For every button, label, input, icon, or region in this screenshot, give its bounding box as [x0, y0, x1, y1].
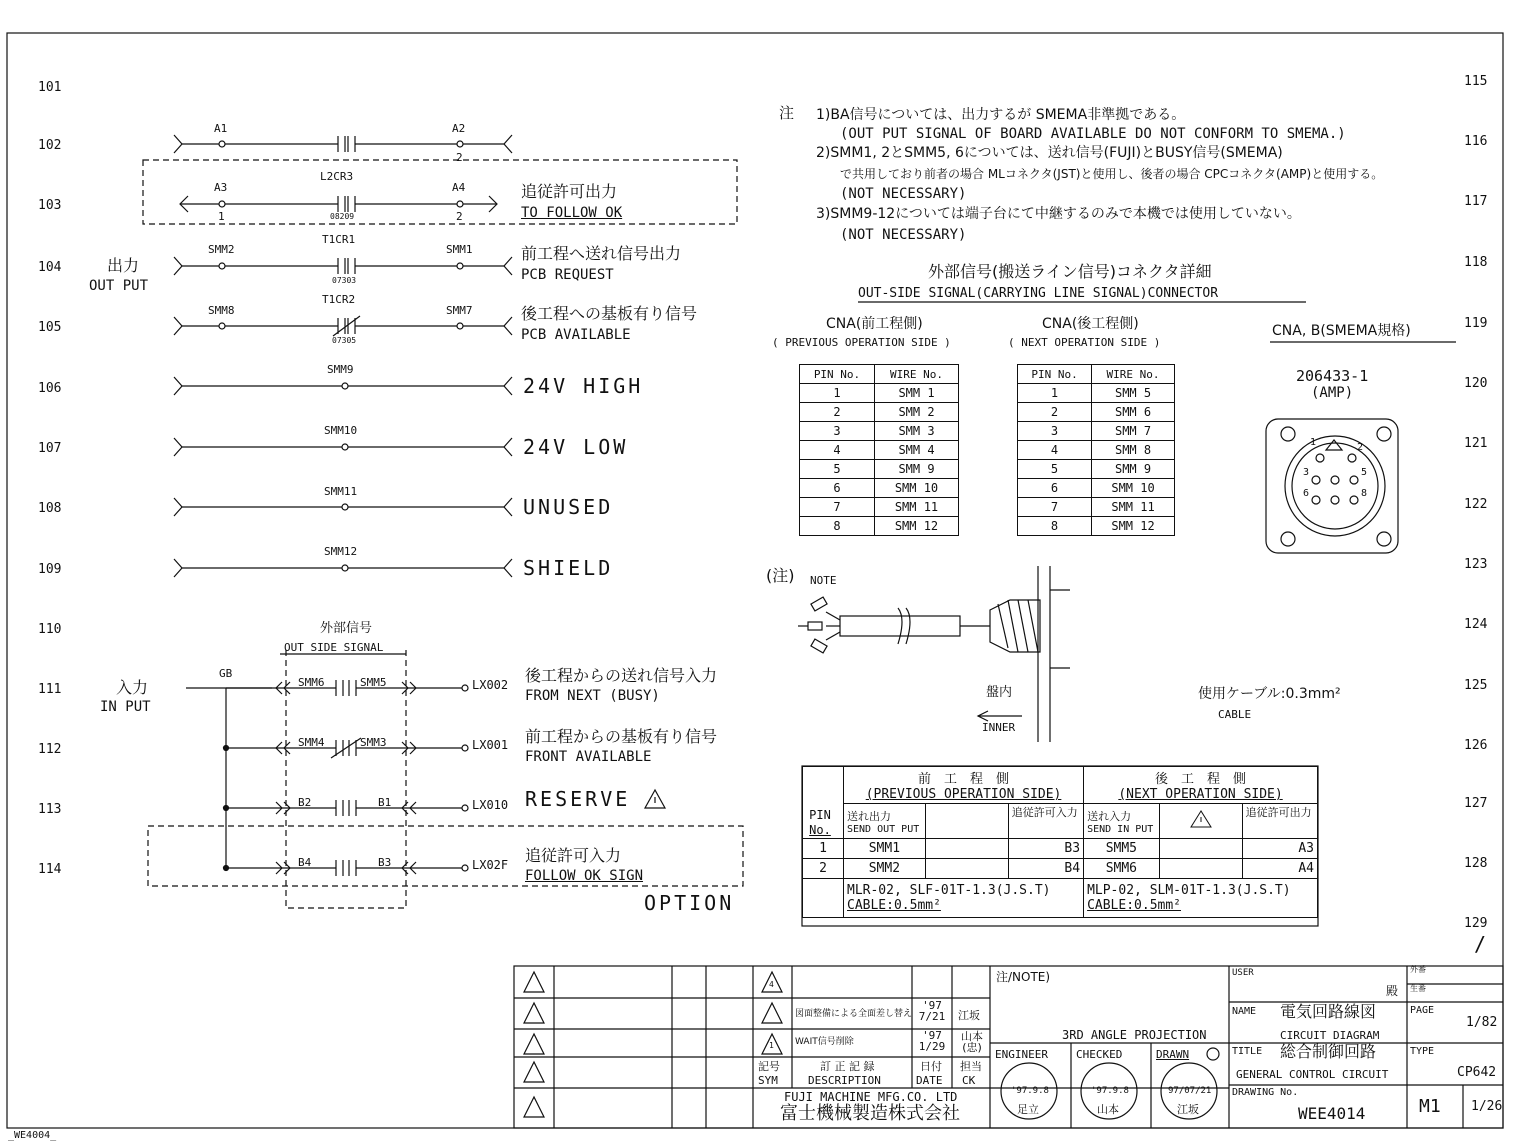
rev-header-desc: DESCRIPTION	[808, 1074, 881, 1087]
pin-table-prev	[799, 364, 959, 536]
signal-desc-jp: 前工程へ送れ信号出力	[521, 244, 682, 263]
notes-prefix: 注	[779, 104, 795, 122]
sheet-code: M1	[1419, 1096, 1441, 1117]
part-maker: (AMP)	[1311, 385, 1354, 401]
table-row	[803, 879, 1318, 918]
terminal-label: SMM12	[324, 545, 358, 558]
table-cell: 5	[1018, 460, 1092, 479]
send-out-jp: 送れ出力	[847, 809, 891, 823]
page-number: 1/82	[1466, 1015, 1498, 1030]
header-cell: PIN No.	[1018, 365, 1092, 384]
table-cell	[1084, 879, 1318, 918]
table-cell: 3	[800, 422, 875, 441]
cna-prev-sub: ( PREVIOUS OPERATION SIDE )	[772, 336, 951, 349]
row-number: 118	[1464, 255, 1488, 270]
rev-header-sym-jp: 記号	[758, 1060, 780, 1073]
input-label-jp: 入力	[116, 678, 149, 697]
follow-in-header: 追従許可入力	[1008, 804, 1083, 839]
table-cell: 5	[800, 460, 875, 479]
table-cell: SMM1	[844, 839, 926, 859]
table-cell	[925, 839, 1008, 859]
table-row	[1018, 517, 1175, 536]
signal-desc-en: 24V HIGH	[523, 374, 644, 398]
row-number: 112	[38, 742, 62, 757]
table-cell	[844, 879, 1084, 918]
row-number: 121	[1464, 436, 1488, 451]
row-number: 108	[38, 501, 62, 516]
table-cell: SMM 10	[875, 479, 959, 498]
table-row	[1018, 479, 1175, 498]
revision-desc: 図面整備による全面差し替え	[795, 1009, 913, 1019]
terminal-number: 1	[218, 210, 225, 223]
revision-ck: 江坂	[958, 1009, 980, 1022]
input-label-en: IN PUT	[100, 699, 151, 715]
signal-desc-en: 24V LOW	[523, 435, 629, 459]
terminal-label: A1	[214, 122, 228, 135]
terminal-label: B3	[378, 856, 392, 869]
cable-table	[802, 766, 1318, 918]
row-number: 101	[38, 80, 62, 95]
header-cell	[1084, 804, 1160, 839]
row-number: 111	[38, 682, 62, 697]
prev-connector-spec: MLR-02, SLF-01T-1.3(J.S.T)	[847, 883, 1051, 898]
table-cell: 1	[800, 384, 875, 403]
table-row	[1018, 498, 1175, 517]
note-label: 注/NOTE)	[996, 970, 1051, 984]
common-label: GB	[219, 667, 233, 680]
table-cell: 1	[1018, 384, 1092, 403]
row-number: 128	[1464, 856, 1488, 871]
row-number: 119	[1464, 316, 1488, 331]
pin-label: 1	[1310, 437, 1317, 448]
terminal-label: B2	[298, 796, 312, 809]
table-header	[803, 767, 1318, 804]
signal-desc-en: FOLLOW OK SIGN	[525, 868, 644, 884]
terminal-label: SMM10	[324, 424, 358, 437]
drawing-title-jp: 総合制御回路	[1280, 1042, 1377, 1061]
address-label: 07305	[332, 336, 357, 345]
terminal-label: SMM6	[298, 676, 325, 689]
row-number: 105	[38, 320, 62, 335]
send-in-jp: 送れ入力	[1087, 809, 1132, 823]
projection-label: 3RD ANGLE PROJECTION	[1062, 1028, 1207, 1042]
cable-spec-jp: 使用ケーブル:0.3mm²	[1198, 686, 1341, 702]
stamp-date: 97/07/21	[1168, 1086, 1212, 1096]
next-cable-spec: CABLE:0.5mm²	[1087, 898, 1181, 913]
table-cell: B3	[1008, 839, 1083, 859]
title-label: TITLE	[1232, 1046, 1263, 1057]
table-cell: A3	[1242, 839, 1317, 859]
table-cell: SMM 12	[875, 517, 959, 536]
follow-out-header: 追従許可出力	[1242, 804, 1317, 839]
terminal-label: SMM9	[327, 363, 354, 376]
table-cell: SMM2	[844, 859, 926, 879]
table-cell: SMM 9	[1092, 460, 1175, 479]
terminal-label: A4	[452, 181, 466, 194]
sheet-number: 1/26	[1471, 1099, 1503, 1114]
revision-mark: 1	[769, 1041, 774, 1050]
header-cell: PIN No.	[800, 365, 875, 384]
table-row	[800, 441, 959, 460]
name-label: NAME	[1232, 1006, 1257, 1017]
row-number: 117	[1464, 194, 1488, 209]
row-number: 123	[1464, 557, 1488, 572]
address-label: 08209	[330, 212, 355, 221]
row-number: 122	[1464, 497, 1488, 512]
table-row	[800, 460, 959, 479]
rev-header-date-jp: 日付	[920, 1060, 942, 1073]
cna-prev-title: CNA(前工程側)	[826, 316, 923, 332]
pin-label: 3	[1303, 467, 1310, 478]
table-cell	[803, 879, 844, 918]
signal-desc-jp: 後工程からの送れ信号入力	[525, 666, 718, 685]
signal-desc-en: FRONT AVAILABLE	[525, 749, 652, 765]
stamp-name: 足立	[1017, 1103, 1039, 1116]
revision-ck: 山本 (忠)	[961, 1030, 983, 1054]
signal-desc-jp: 前工程からの基板有り信号	[525, 727, 718, 746]
header-cell	[925, 804, 1008, 839]
table-cell: 2	[1018, 403, 1092, 422]
signal-desc-en: FROM NEXT (BUSY)	[525, 688, 660, 704]
table-cell: SMM 3	[875, 422, 959, 441]
terminal-label: SMM7	[446, 304, 473, 317]
table-header	[803, 804, 1318, 839]
table-cell: 6	[800, 479, 875, 498]
cna-next-title: CNA(後工程側)	[1042, 316, 1139, 332]
drawing-title-en: GENERAL CONTROL CIRCUIT	[1236, 1068, 1389, 1081]
row-number: 116	[1464, 134, 1488, 149]
outside-signal-jp: 外部信号	[320, 621, 373, 636]
table-cell: SMM 2	[875, 403, 959, 422]
note-line: で共用しており前者の場合 MLコネクタ(JST)と使用し、後者の場合 CPCコネクタ(AMP)と使用する。	[840, 167, 1384, 181]
row-number: 115	[1464, 74, 1488, 89]
table-row	[1018, 384, 1175, 403]
header-cell: WIRE No.	[1092, 365, 1175, 384]
row-number: 102	[38, 138, 62, 153]
table-row	[800, 479, 959, 498]
table-row	[800, 422, 959, 441]
note-line: 3)SMM9-12については端子台にて中継するのみで本機では使用していない。	[816, 206, 1301, 222]
table-cell: A4	[1242, 859, 1317, 879]
row-number: 125	[1464, 678, 1488, 693]
pin-no-header	[805, 808, 835, 838]
slash-mark: /	[1474, 932, 1487, 956]
signal-desc-en: SHIELD	[523, 556, 614, 580]
lx-label: LX001	[472, 738, 509, 752]
drawn-label: DRAWN	[1156, 1048, 1190, 1061]
table-cell: SMM 11	[1092, 498, 1175, 517]
signal-desc-en: PCB REQUEST	[521, 267, 614, 283]
stamp-name: 山本	[1097, 1103, 1119, 1116]
footer-code: _WE4004_	[8, 1130, 57, 1141]
cable-note-label: NOTE	[810, 574, 837, 587]
table-cell: SMM 8	[1092, 441, 1175, 460]
table-cell: 6	[1018, 479, 1092, 498]
page-label: PAGE	[1410, 1005, 1435, 1016]
revision-desc: WAIT信号削除	[795, 1037, 854, 1047]
row-number: 126	[1464, 738, 1488, 753]
terminal-label: A2	[452, 122, 466, 135]
company-name-en: FUJI MACHINE MFG.CO. LTD	[784, 1090, 958, 1104]
terminal-label: A3	[214, 181, 228, 194]
drawing-name-jp: 電気回路線図	[1280, 1002, 1377, 1021]
stamp-date: '97.9.8	[1011, 1086, 1049, 1096]
next-side-jp: 後 工 程 側	[1155, 772, 1247, 787]
revision-date: '97 1/29	[918, 1029, 946, 1053]
stamp-name: 江坂	[1177, 1103, 1199, 1116]
table-cell: SMM 11	[875, 498, 959, 517]
next-side-en: (NEXT OPERATION SIDE)	[1118, 787, 1283, 802]
terminal-label: SMM3	[360, 736, 387, 749]
row-number: 109	[38, 562, 62, 577]
table-cell: B4	[1008, 859, 1083, 879]
pin-label: 8	[1361, 488, 1368, 499]
table-row	[1018, 422, 1175, 441]
header-cell	[1084, 767, 1318, 804]
signal-desc-en: RESERVE	[525, 787, 631, 811]
header-cell: WIRE No.	[875, 365, 959, 384]
terminal-label: SMM5	[360, 676, 387, 689]
address-label: 07303	[332, 276, 357, 285]
rev-header-desc-jp: 訂 正 記 録	[820, 1060, 875, 1073]
type-label: TYPE	[1410, 1046, 1435, 1057]
drawing-name-en: CIRCUIT DIAGRAM	[1280, 1029, 1380, 1042]
cna-next-sub: ( NEXT OPERATION SIDE )	[1008, 336, 1161, 349]
inner-label-en: INNER	[982, 721, 1016, 734]
engineer-label: ENGINEER	[995, 1048, 1048, 1061]
relay-label: T1CR1	[322, 233, 356, 246]
signal-desc-en: UNUSED	[523, 495, 614, 519]
table-cell: SMM 7	[1092, 422, 1175, 441]
table-row	[1018, 441, 1175, 460]
terminal-label: SMM11	[324, 485, 358, 498]
relay-label: T1CR2	[322, 293, 356, 306]
prev-side-en: (PREVIOUS OPERATION SIDE)	[865, 787, 1062, 802]
table-cell: 7	[1018, 498, 1092, 517]
terminal-number: 2	[456, 210, 463, 223]
rev-header-date: DATE	[916, 1074, 943, 1087]
warning-triangle-icon	[1189, 809, 1213, 829]
smema-title: CNA, B(SMEMA規格)	[1272, 323, 1411, 339]
prev-side-jp: 前 工 程 側	[918, 772, 1010, 787]
terminal-number: 2	[456, 151, 463, 164]
user-label: USER	[1232, 968, 1254, 978]
table-cell: 7	[800, 498, 875, 517]
rev-header-ck: CK	[962, 1074, 976, 1087]
table-cell: SMM 5	[1092, 384, 1175, 403]
inner-label-jp: 盤内	[986, 685, 1013, 700]
table-cell: 4	[1018, 441, 1092, 460]
next-connector-spec: MLP-02, SLM-01T-1.3(J.S.T)	[1087, 883, 1291, 898]
output-label-jp: 出力	[107, 256, 140, 275]
output-label-en: OUT PUT	[89, 278, 149, 294]
terminal-label: SMM8	[208, 304, 235, 317]
cable-note-prefix: (注)	[766, 566, 795, 585]
table-cell: 4	[800, 441, 875, 460]
terminal-label: SMM2	[208, 243, 235, 256]
connector-title-en: OUT-SIDE SIGNAL(CARRYING LINE SIGNAL)CONNECTOR	[858, 286, 1219, 301]
lx-label: LX02F	[472, 858, 509, 872]
signal-desc-jp: 後工程への基板有り信号	[521, 304, 698, 323]
row-number: 127	[1464, 796, 1488, 811]
table-cell: 1	[803, 839, 844, 859]
terminal-label: SMM4	[298, 736, 325, 749]
header-cell	[1159, 804, 1242, 839]
small-label: 生番	[1410, 984, 1426, 993]
signal-desc-jp: 追従許可出力	[521, 182, 618, 201]
table-row	[800, 498, 959, 517]
cable-spec-en: CABLE	[1218, 708, 1252, 721]
table-row	[1018, 460, 1175, 479]
table-cell: SMM 10	[1092, 479, 1175, 498]
signal-desc-en: PCB AVAILABLE	[521, 327, 631, 343]
table-cell: SMM 4	[875, 441, 959, 460]
table-cell	[1159, 859, 1242, 879]
table-cell: SMM5	[1084, 839, 1160, 859]
pin-label: 5	[1361, 467, 1368, 478]
relay-label: L2CR3	[320, 170, 354, 183]
table-cell: SMM 1	[875, 384, 959, 403]
terminal-label: B4	[298, 856, 312, 869]
table-cell: SMM 9	[875, 460, 959, 479]
table-cell: 8	[800, 517, 875, 536]
no-header-label: No.	[809, 823, 831, 837]
table-cell: 8	[1018, 517, 1092, 536]
row-number: 129	[1464, 916, 1488, 931]
table-row	[800, 517, 959, 536]
option-label: OPTION	[644, 891, 735, 915]
row-number: 103	[38, 198, 62, 213]
table-cell: 2	[803, 859, 844, 879]
table-cell: 2	[800, 403, 875, 422]
drawing-number-label: DRAWING No.	[1232, 1087, 1299, 1098]
send-in-en: SEND IN PUT	[1087, 823, 1154, 835]
table-cell: SMM 6	[1092, 403, 1175, 422]
note-line: (OUT PUT SIGNAL OF BOARD AVAILABLE DO NOT CONFORM TO SMEMA.)	[840, 126, 1346, 142]
table-row	[1018, 403, 1175, 422]
pin-label: 6	[1303, 488, 1310, 499]
table-row	[803, 839, 1318, 859]
part-number: 206433-1	[1296, 367, 1369, 385]
small-label: 外番	[1410, 965, 1426, 974]
rev-header-sym: SYM	[758, 1074, 778, 1087]
type-value: CP642	[1457, 1065, 1497, 1080]
pin-table-next	[1017, 364, 1175, 536]
table-row	[800, 403, 959, 422]
row-number: 113	[38, 802, 62, 817]
lx-label: LX002	[472, 678, 509, 692]
row-number: 104	[38, 260, 62, 275]
revision-date: '97 7/21	[918, 999, 946, 1023]
signal-desc-jp: 追従許可入力	[525, 846, 622, 865]
table-cell: 3	[1018, 422, 1092, 441]
prev-cable-spec: CABLE:0.5mm²	[847, 898, 941, 913]
header-cell	[844, 804, 926, 839]
connector-title-jp: 外部信号(搬送ライン信号)コネクタ詳細	[928, 262, 1212, 281]
checked-label: CHECKED	[1076, 1048, 1123, 1061]
table-cell: SMM6	[1084, 859, 1160, 879]
pin-header-label: PIN	[809, 808, 831, 822]
row-number: 110	[38, 622, 62, 637]
signal-desc-en: TO FOLLOW OK	[521, 205, 623, 221]
user-honorific: 殿	[1386, 984, 1399, 998]
row-number: 107	[38, 441, 62, 456]
table-cell	[1159, 839, 1242, 859]
terminal-label: B1	[378, 796, 392, 809]
company-name-jp: 富士機械製造株式会社	[780, 1103, 960, 1124]
outside-signal-en: OUT SIDE SIGNAL	[284, 641, 384, 654]
row-number: 120	[1464, 376, 1488, 391]
table-cell: SMM 12	[1092, 517, 1175, 536]
header-cell	[844, 767, 1084, 804]
note-line: (NOT NECESSARY)	[840, 186, 967, 202]
revision-mark: 4	[769, 980, 774, 989]
table-cell	[925, 859, 1008, 879]
stamp-date: '97.9.8	[1091, 1086, 1129, 1096]
note-line: 2)SMM1, 2とSMM5, 6については、送れ信号(FUJI)とBUSY信号(SMEMA)	[816, 145, 1283, 161]
table-header	[1018, 365, 1175, 384]
lx-label: LX010	[472, 798, 509, 812]
table-header	[800, 365, 959, 384]
table-row	[803, 859, 1318, 879]
pin-label: 2	[1357, 442, 1364, 453]
row-number: 106	[38, 381, 62, 396]
rev-header-ck-jp: 担当	[960, 1060, 982, 1073]
row-number: 114	[38, 862, 62, 877]
send-out-en: SEND OUT PUT	[847, 823, 920, 835]
row-number: 124	[1464, 617, 1488, 632]
note-line: 1)BA信号については、出力するが SMEMA非準拠である。	[816, 107, 1186, 123]
note-line: (NOT NECESSARY)	[840, 227, 967, 243]
drawing-number: WEE4014	[1298, 1104, 1366, 1123]
table-row	[800, 384, 959, 403]
terminal-label: SMM1	[446, 243, 473, 256]
